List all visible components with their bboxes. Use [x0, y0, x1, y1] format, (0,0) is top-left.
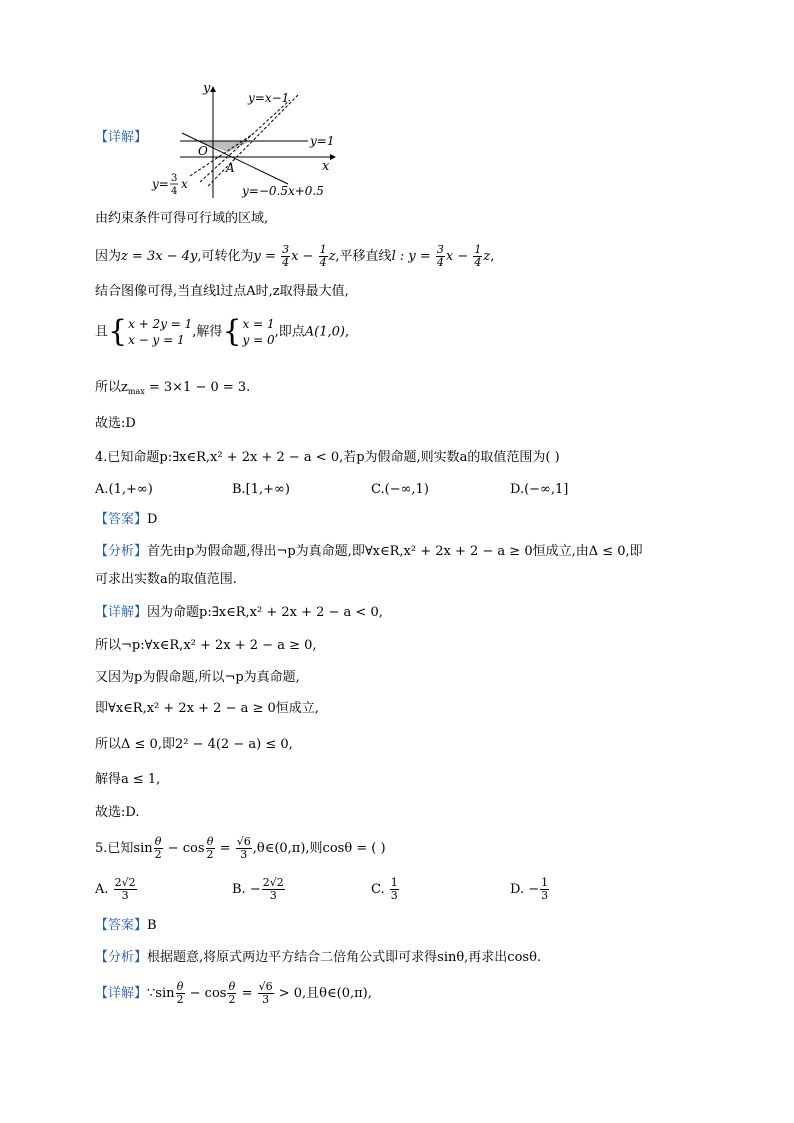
fraction [540, 877, 549, 902]
frac-den: 3 [121, 889, 129, 902]
fraction [227, 981, 236, 1006]
q3-line-5 [95, 378, 250, 402]
q3-line4-text-a: 且 [95, 324, 109, 340]
q5-stem-text-d: ,θ∈(0,π),则cosθ = ( ) [252, 841, 386, 856]
q3-line-4 [95, 316, 349, 348]
q3-line-2 [95, 244, 494, 269]
q5-detail-text-a: ∵sin [147, 986, 175, 1001]
equation-system-1 [128, 316, 192, 348]
q5-detail-text-b: − cos [185, 986, 227, 1001]
q4-option-b: B.[1,+∞) [232, 482, 290, 497]
q4-analysis-1 [95, 542, 643, 562]
analysis-tag: 【分析】 [95, 950, 148, 965]
frac-num: θ [154, 835, 162, 848]
q5-option-c [371, 877, 400, 902]
detail-tag: 【详解】 [95, 986, 148, 1001]
label-y-eq-3-4-x-prefix: y= [152, 177, 169, 191]
q5-detail [95, 981, 372, 1006]
q4-analysis-text-1: 首先由p为假命题,得出¬p为真命题,即∀x∈R,x² + 2x + 2 − a ≥ 0恒成立,由Δ ≤ 0,即 [147, 544, 643, 559]
label-y-eq-x-minus-1: y=x−1 [248, 91, 290, 105]
sys1-eq1: x + 2y = 1 [128, 317, 193, 331]
q4-detail-6: 解得a ≤ 1, [95, 772, 161, 787]
x-axis-arrow [330, 154, 336, 160]
q4-stem: 4.已知命题p:∃x∈R,x² + 2x + 2 − a < 0,若p为假命题,则实数a的取值范围为( ) [95, 450, 560, 465]
analysis-tag: 【分析】 [95, 544, 148, 559]
option-label: D. − [510, 882, 540, 897]
q4-answer: D [147, 512, 158, 527]
equation-system-2 [243, 316, 275, 348]
frac-den: 3 [262, 993, 270, 1006]
q5-answer: B [147, 918, 157, 933]
frac-den: 2 [228, 993, 236, 1006]
q3-line-l: l : y = $\frac{3}{4}$ x − $\frac{1}{4}$ z [391, 243, 491, 269]
q5-option-d [510, 877, 550, 902]
q5-stem-text-a: 5.已知sin [95, 841, 153, 856]
frac-num: θ [176, 980, 184, 993]
q5-stem [95, 836, 386, 861]
fraction [390, 877, 399, 902]
fraction [114, 877, 137, 902]
q3-line2-text-a: 因为 [95, 249, 122, 264]
q3-line2-text-d: , [490, 249, 495, 264]
brace-icon: { [222, 314, 242, 349]
frac-den: 3 [269, 889, 277, 902]
frac-num: 1 [390, 876, 398, 889]
label-y-eq-3-4-x-den: 4 [171, 186, 178, 197]
frac-den: 2 [176, 993, 184, 1006]
frac-den: 3 [541, 889, 549, 902]
y-axis-arrow [210, 86, 216, 92]
frac-num: √6 [258, 980, 273, 993]
label-y-eq-3-4-x-num: 3 [171, 173, 178, 184]
q4-detail-2: 所以¬p:∀x∈R,x² + 2x + 2 − a ≥ 0, [95, 638, 317, 653]
q5-analysis-text: 根据题意,将原式两边平方结合二倍角公式即可求得sinθ,再求出cosθ. [147, 950, 542, 965]
axis-x-label: x [322, 159, 330, 174]
q3-line4-text-d: , [345, 324, 350, 340]
axis-y-label: y [203, 81, 211, 96]
q4-detail-7: 故选:D. [95, 805, 140, 820]
q3-line4-text-b: ,解得 [192, 324, 223, 340]
label-y-eq-3-4-x-suffix: x [181, 177, 188, 191]
frac-num: 2√2 [114, 876, 136, 889]
q4-detail-4: 即∀x∈R,x² + 2x + 2 − a ≥ 0恒成立, [95, 701, 319, 716]
q4-option-d: D.(−∞,1] [510, 482, 569, 497]
q4-option-c: C.(−∞,1) [371, 482, 429, 497]
q3-answer: 故选:D [95, 416, 136, 431]
q4-detail-3: 又因为p为假命题,所以¬p为真命题, [95, 670, 300, 685]
q4-detail-text-1: 因为命题p:∃x∈R,x² + 2x + 2 − a < 0, [147, 605, 383, 620]
fraction [176, 981, 185, 1006]
q3-max-subscript: max [127, 387, 145, 396]
detail-tag: 【详解】 [95, 605, 148, 620]
q3-line-1: 由约束条件可得可行域的区域, [95, 211, 269, 226]
fraction [154, 836, 163, 861]
answer-tag: 【答案】 [95, 512, 148, 527]
q3-line-3: 结合图像可得,当直线l过点A时,z取得最大值, [95, 284, 349, 299]
q4-answer-line [95, 510, 157, 530]
answer-tag: 【答案】 [95, 918, 148, 933]
q5-stem-text-b: − cos [163, 841, 205, 856]
fraction: $\frac{1}{4}$ [474, 243, 482, 269]
q5-option-b [232, 877, 286, 902]
fraction: $\frac{3}{4}$ [282, 243, 290, 269]
q4-detail-1 [95, 603, 383, 623]
label-y-eq-neg-half-x: y=−0.5x+0.5 [242, 184, 324, 198]
option-label: A. [95, 882, 109, 897]
sys2-eq1: x = 1 [242, 317, 275, 331]
frac-den: 2 [154, 848, 162, 861]
frac-den: 3 [390, 889, 398, 902]
q3-line5-text-b: = 3×1 − 0 = 3. [144, 380, 251, 395]
sys1-eq2: x − y = 1 [128, 333, 185, 347]
q3-line2-text-b: ,可转化为 [197, 249, 254, 264]
q3-line2-text-c: ,平移直线 [335, 249, 392, 264]
frac-num: θ [206, 835, 214, 848]
q3-line5-text-a: 所以z [95, 380, 128, 395]
q4-analysis-2: 可求出实数a的取值范围. [95, 572, 237, 587]
q5-detail-text-d: > 0,且θ∈(0,π), [274, 986, 372, 1001]
frac-num: θ [228, 980, 236, 993]
q3-point-a: A(1,0) [304, 324, 345, 340]
fraction [236, 836, 252, 861]
q3-objective: z = 3x − 4y [121, 249, 198, 264]
q4-option-a: A.(1,+∞) [95, 482, 153, 497]
sys2-eq2: y = 0 [242, 333, 275, 347]
point-a-label: A [226, 161, 235, 175]
fraction [206, 836, 215, 861]
fraction [258, 981, 274, 1006]
q3-transformed-eq: y = $\frac{3}{4}$ x − $\frac{1}{4}$ z [253, 243, 336, 269]
q5-option-a [95, 877, 138, 902]
q5-answer-line [95, 916, 157, 936]
q4-detail-5: 所以Δ ≤ 0,即2² − 4(2 − a) ≤ 0, [95, 737, 293, 752]
frac-num: 2√2 [262, 876, 284, 889]
option-label: B. − [232, 882, 261, 897]
frac-num: 1 [541, 876, 549, 889]
label-y-eq-1: y=1 [310, 134, 335, 148]
option-label: C. [371, 882, 385, 897]
fraction: $\frac{1}{4}$ [319, 243, 327, 269]
q5-analysis [95, 948, 541, 968]
detail-tag: 【详解】 [95, 130, 148, 145]
origin-label: O [198, 144, 208, 158]
frac-den: 3 [240, 848, 248, 861]
fraction [262, 877, 285, 902]
q5-detail-text-c: = [237, 986, 257, 1001]
brace-icon: { [108, 314, 128, 349]
q3-detail-tag [95, 128, 147, 148]
feasible-region-figure [150, 78, 340, 200]
frac-den: 2 [206, 848, 214, 861]
frac-num: √6 [236, 835, 251, 848]
q3-line4-text-c: ,即点 [274, 324, 305, 340]
fraction: $\frac{3}{4}$ [436, 243, 444, 269]
q5-stem-text-c: = [215, 841, 235, 856]
